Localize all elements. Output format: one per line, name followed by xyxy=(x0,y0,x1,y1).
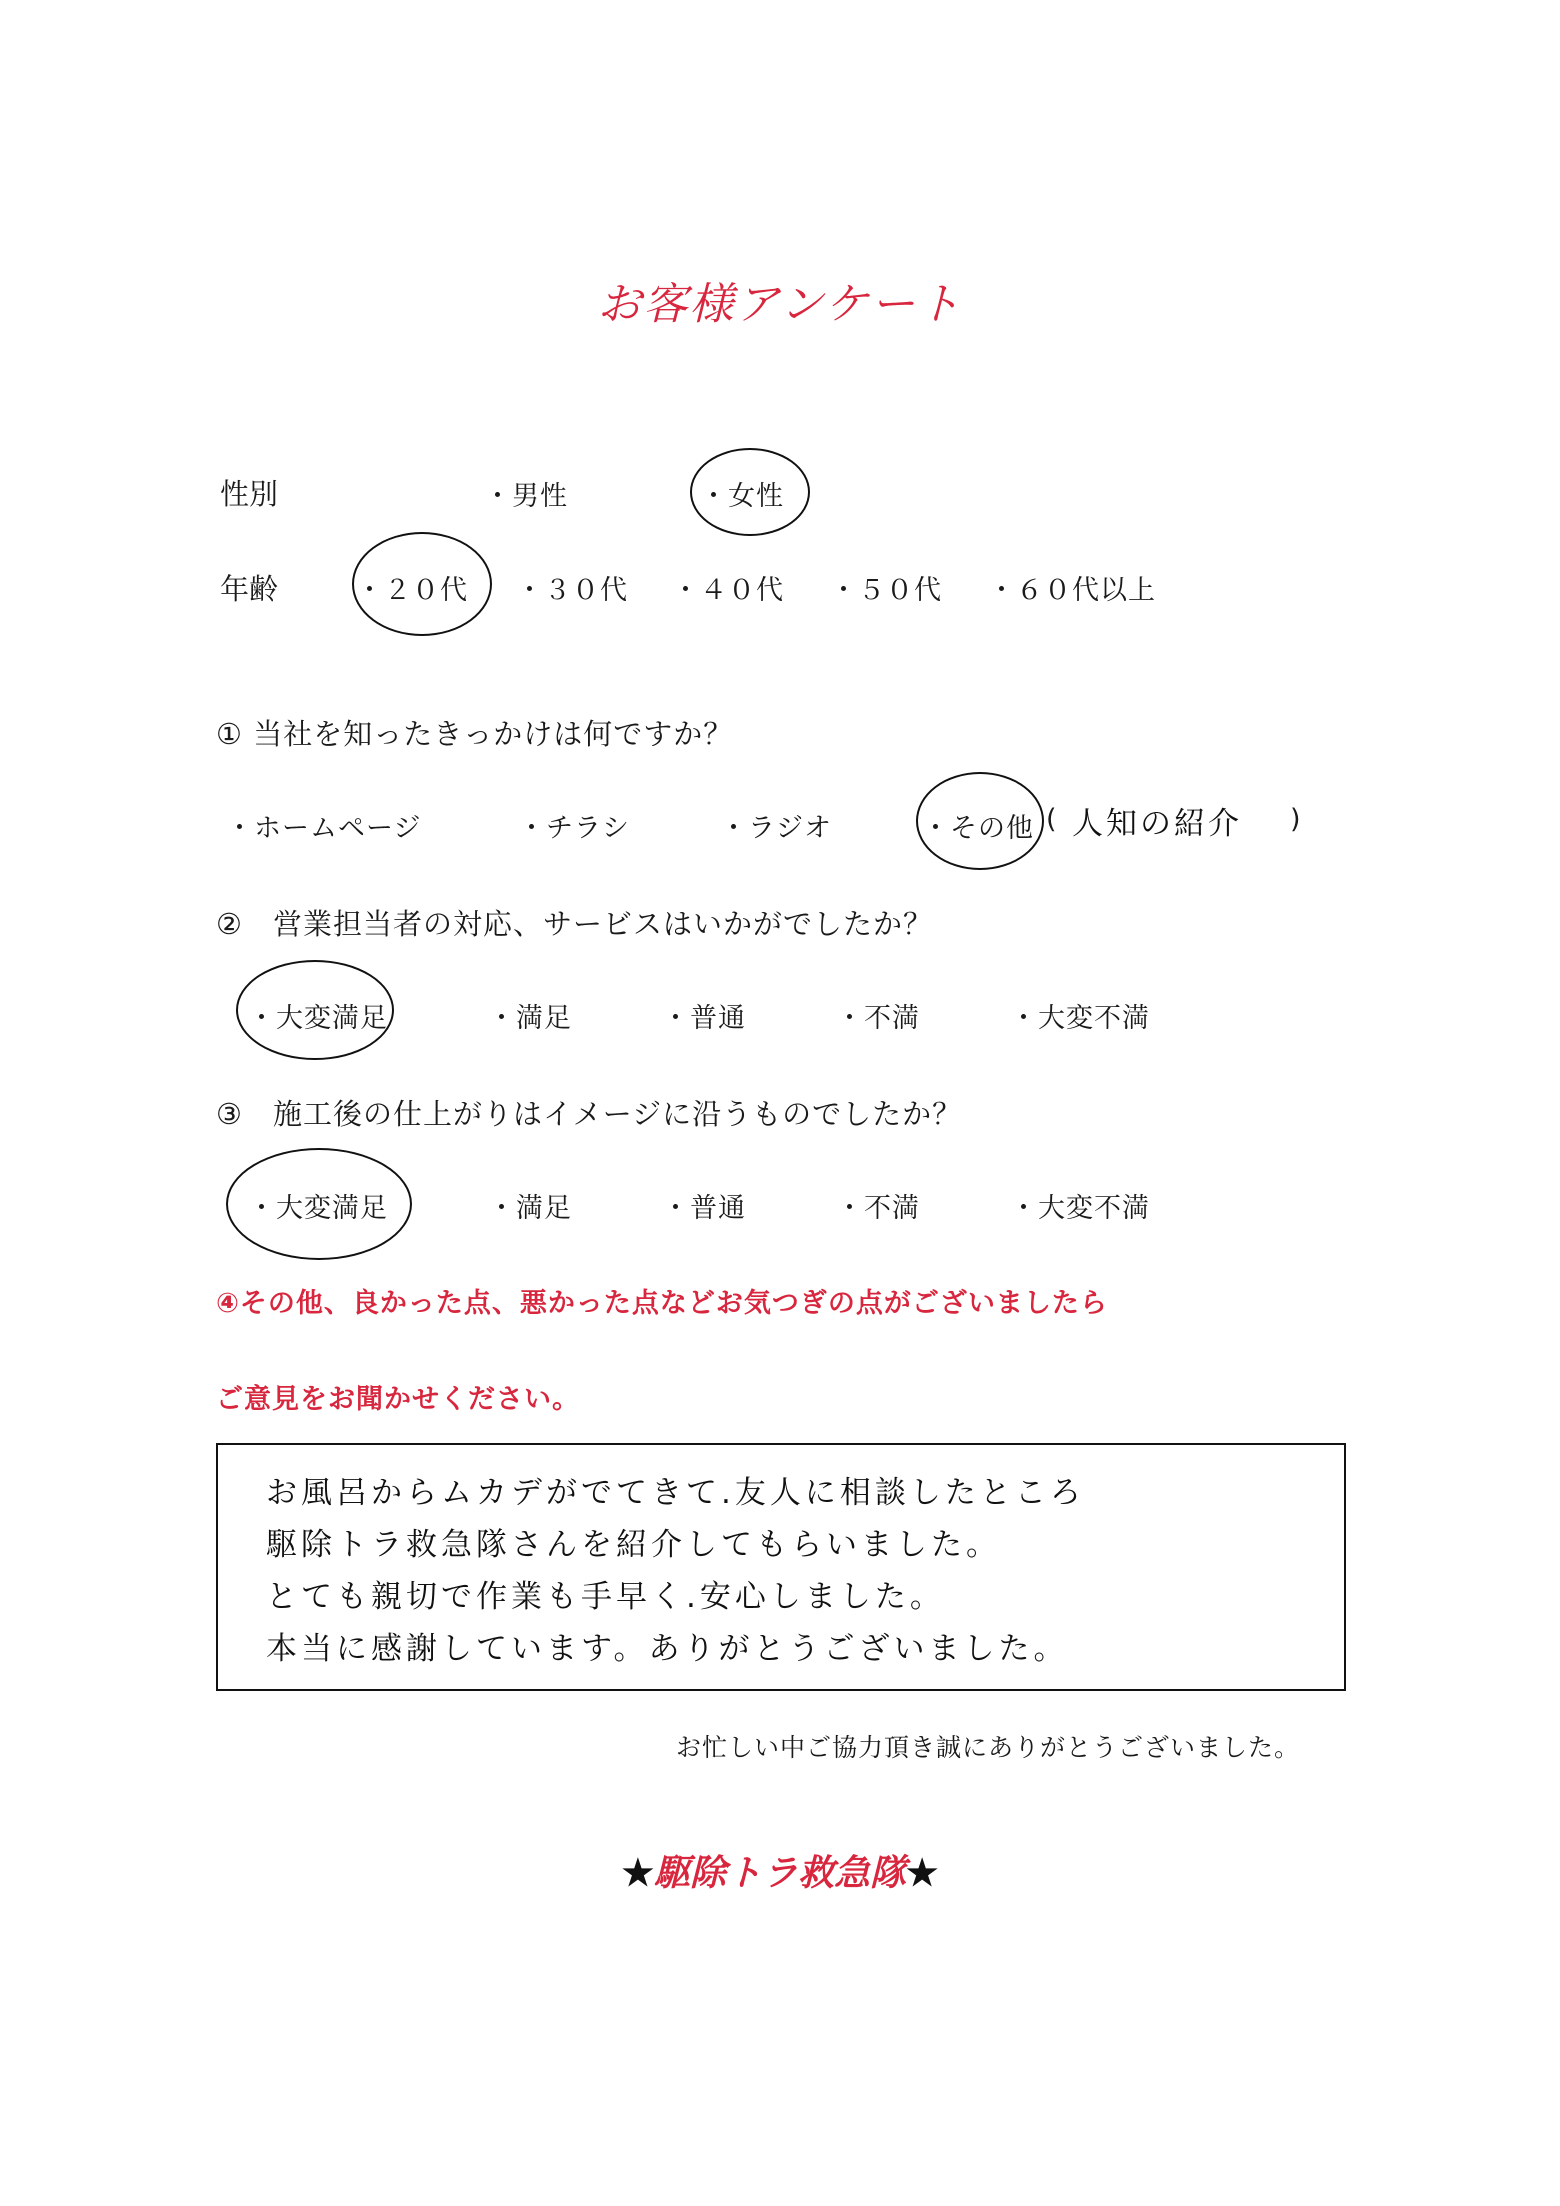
q1-option-radio[interactable]: ・ラジオ xyxy=(720,813,832,844)
q2-option-satisfied[interactable]: ・満足 xyxy=(488,1003,572,1034)
q1-option-flyer[interactable]: ・チラシ xyxy=(518,813,630,844)
selection-circle-female xyxy=(690,448,810,536)
comment-line-4: 本当に感謝しています。ありがとうございました。 xyxy=(266,1631,1069,1667)
q3-option-very-dissatisfied[interactable]: ・大変不満 xyxy=(1010,1193,1150,1224)
age-option-30s[interactable]: ・３０代 xyxy=(516,575,628,606)
q1-other-close-paren: ) xyxy=(1290,804,1302,835)
q3-option-normal[interactable]: ・普通 xyxy=(662,1193,746,1224)
selection-circle-q3 xyxy=(226,1148,412,1260)
age-label: 年齢 xyxy=(220,572,279,606)
gender-option-female[interactable]: ・女性 xyxy=(700,481,784,512)
age-option-40s[interactable]: ・４０代 xyxy=(672,575,784,606)
q3-option-satisfied[interactable]: ・満足 xyxy=(488,1193,572,1224)
q1-question: ① 当社を知ったきっかけは何ですか？ xyxy=(216,717,734,751)
q4-prompt-line1: ④その他、良かった点、悪かった点などお気つぎの点がございましたら xyxy=(216,1288,1108,1319)
q2-option-very-satisfied[interactable]: ・大変満足 xyxy=(248,1003,388,1034)
star-icon-left: ★ xyxy=(621,1852,654,1894)
q3-question: ③ 施工後の仕上がりはイメージに沿うものでしたか？ xyxy=(216,1097,963,1131)
q2-option-normal[interactable]: ・普通 xyxy=(662,1003,746,1034)
q2-option-very-dissatisfied[interactable]: ・大変不満 xyxy=(1010,1003,1150,1034)
thanks-message: お忙しい中ご協力頂き誠にありがとうございました。 xyxy=(676,1733,1301,1762)
q2-question: ② 営業担当者の対応、サービスはいかがでしたか？ xyxy=(216,907,933,941)
survey-title: お客様アンケート xyxy=(597,279,963,330)
selection-circle-q2 xyxy=(236,960,394,1060)
age-option-60s-plus[interactable]: ・６０代以上 xyxy=(988,575,1156,606)
comment-box[interactable] xyxy=(216,1443,1346,1691)
q1-option-homepage[interactable]: ・ホームページ xyxy=(226,813,422,844)
gender-label: 性別 xyxy=(220,477,279,511)
comment-line-3: とても親切で作業も手早く.安心しました。 xyxy=(266,1579,945,1615)
comment-line-1: お風呂からムカデがでてきて.友人に相談したところ xyxy=(266,1475,1085,1511)
q4-prompt-line2: ご意見をお聞かせください。 xyxy=(216,1384,580,1415)
comment-line-2: 駆除トラ救急隊さんを紹介してもらいました。 xyxy=(266,1527,1001,1563)
q1-other-handwritten: 人知の紹介 xyxy=(1072,806,1242,842)
selection-circle-20s xyxy=(352,532,492,636)
selection-circle-other xyxy=(916,772,1044,870)
q3-option-dissatisfied[interactable]: ・不満 xyxy=(836,1193,920,1224)
q1-option-other[interactable]: ・その他 xyxy=(922,813,1034,844)
footer-brand xyxy=(0,1845,1560,1896)
q2-option-dissatisfied[interactable]: ・不満 xyxy=(836,1003,920,1034)
star-icon-right: ★ xyxy=(906,1852,939,1894)
age-option-20s[interactable]: ・２０代 xyxy=(356,575,468,606)
brand-name: 駆除トラ救急隊 xyxy=(653,1852,906,1894)
q1-other-open-paren: ( xyxy=(1046,804,1058,835)
age-option-50s[interactable]: ・５０代 xyxy=(830,575,942,606)
q3-option-very-satisfied[interactable]: ・大変満足 xyxy=(248,1193,388,1224)
gender-option-male[interactable]: ・男性 xyxy=(484,481,568,512)
